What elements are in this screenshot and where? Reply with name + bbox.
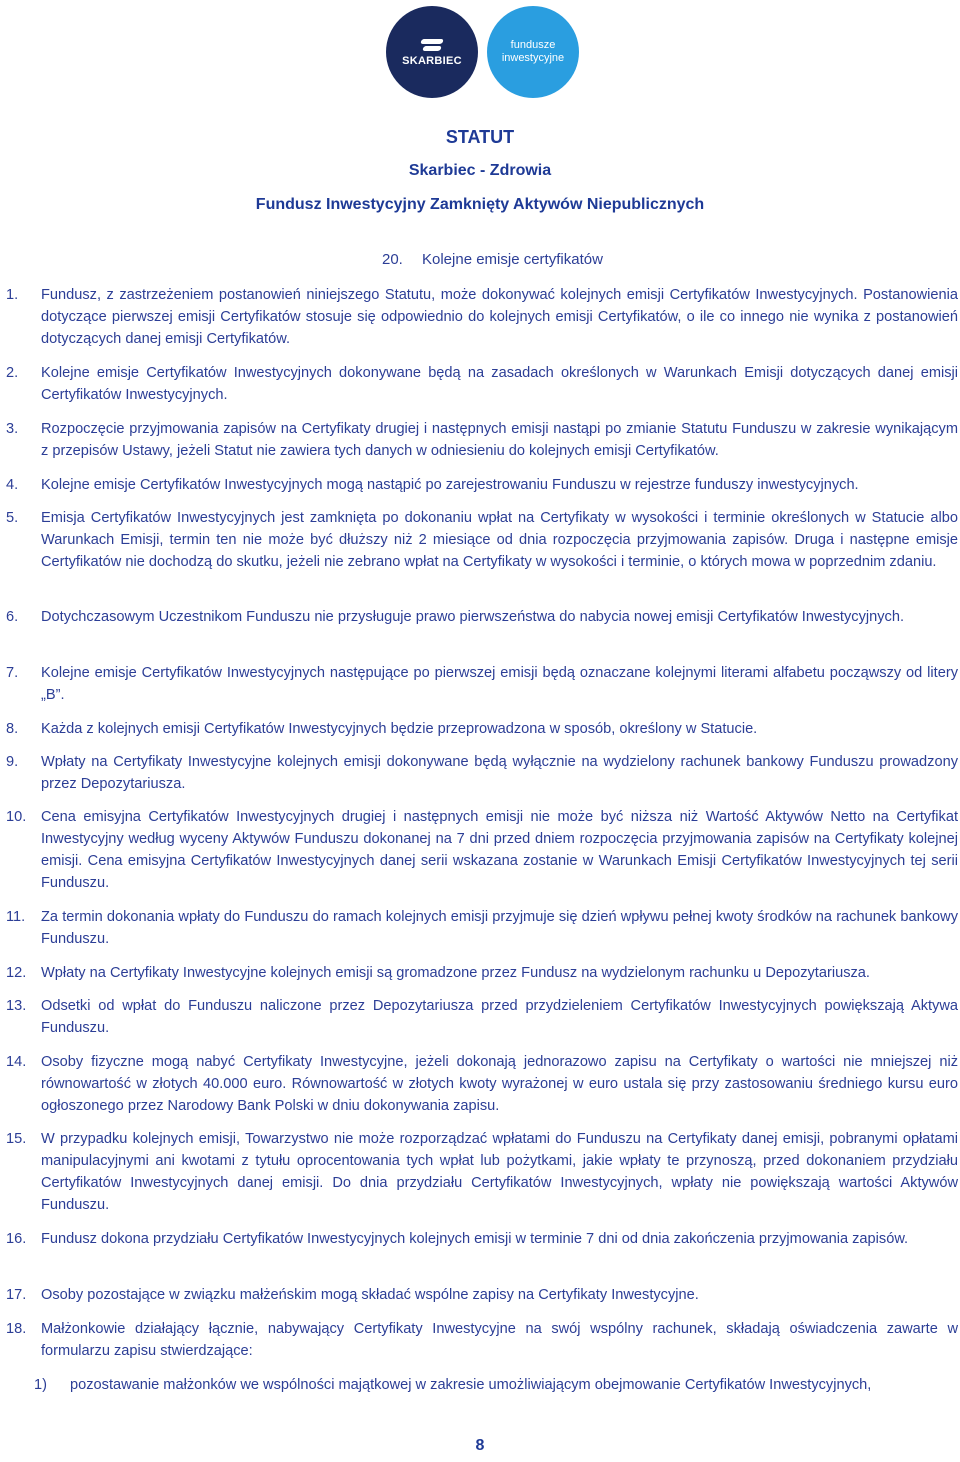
document-title: STATUT [445,127,515,147]
item-number: 15. [6,1131,27,1147]
logo-area [0,6,960,98]
item-text: Za termin dokonania wpłaty do Funduszu do ramach kolejnych emisji przyjmuje się dzień wpływu pełnej kwoty środków na rachunek bankowy Funduszu. [41,909,958,947]
list-item [6,418,958,462]
fundusze-logo-line2: inwestycyjne [501,52,565,64]
skarbiec-mark-icon [421,38,443,52]
sub-list-item [34,1374,954,1396]
list-item [6,606,958,628]
list-item [6,507,958,573]
list-item [6,806,958,894]
item-number: 6. [6,609,19,625]
item-text: Kolejne emisje Certyfikatów Inwestycyjnych mogą nastąpić po zarejestrowaniu Funduszu w rejestrze funduszy inwestycyjnych. [41,477,859,493]
list-item [6,751,958,795]
item-number: 18. [6,1321,27,1337]
list-item [6,1128,958,1216]
item-text: Emisja Certyfikatów Inwestycyjnych jest zamknięta po dokonaniu wpłat na Certyfikaty w wysokości i terminie określonych w Statucie albo Warunkach Emisji, termin ten nie może być dłuższy niż 2 miesiące od dnia rozpoczęcia przyjmowania zapisów. Druga i następne emisje Certyfikatów nie dochodzą do skutku, jeżeli nie zebrano wpłat na Certyfikaty w wysokości i terminie, o których mowa w poprzednim zdaniu. [41,510,958,570]
item-number: 17. [6,1287,27,1303]
item-number: 11. [6,909,26,925]
item-text: Cena emisyjna Certyfikatów Inwestycyjnych drugiej i następnych emisji nie może być niższa niż Wartość Aktywów Netto na Certyfikat Inwestycyjny według wyceny Aktywów Funduszu dokonanej na 7 dni przed dniem rozpoczęcia przyjmowania zapisów na Certyfikaty kolejnej emisji. Cena emisyjna Certyfikatów Inwestycyjnych danej serii wskazana zostanie w Warunkach Emisji Certyfikatów Inwestycyjnych tej serii Funduszu. [41,809,958,891]
item-number: 4. [6,477,19,493]
item-number: 16. [6,1231,27,1247]
list-item [6,1318,958,1362]
item-text: W przypadku kolejnych emisji, Towarzystwo nie może rozporządzać wpłatami do Funduszu na Certyfikaty danej emisji, pobranymi opłatami manipulacyjnymi ani kwotami z tytułu oprocentowania tych wpłat lub pożytkami, jakie wpłaty te przynoszą, przed dokonaniem przydziału Certyfikatów Inwestycyjnych danej emisji. Do dnia przydziału Certyfikatów Inwestycyjnych, wpłaty nie powiększają wartości Aktywów Funduszu. [41,1131,958,1213]
fund-full-name: Fundusz Inwestycyjny Zamknięty Aktywów Niepublicznych [255,196,705,213]
section-number: 20. [382,251,403,268]
page-number: 8 [475,1437,485,1454]
item-text: Każda z kolejnych emisji Certyfikatów Inwestycyjnych będzie przeprowadzona w sposób, określony w Statucie. [41,721,758,737]
item-text: Małżonkowie działający łącznie, nabywający Certyfikaty Inwestycyjne na swój wspólny rachunek, składają oświadczenia zawarte w formularzu zapisu stwierdzające: [41,1321,958,1359]
item-number: 5. [6,510,19,526]
item-text: Kolejne emisje Certyfikatów Inwestycyjnych dokonywane będą na zasadach określonych w Warunkach Emisji dotyczących danej emisji Certyfikatów Inwestycyjnych. [41,365,958,403]
item-number: 1. [6,287,19,303]
fundusze-logo [487,6,579,98]
fund-name: Skarbiec - Zdrowia [408,162,552,179]
skarbiec-logo-text: SKARBIEC [402,54,462,67]
fundusze-logo-line1: fundusze [510,39,556,51]
list-item [6,718,958,740]
list-item [6,995,958,1039]
item-number: 9. [6,754,19,770]
item-number: 2. [6,365,19,381]
item-text: Odsetki od wpłat do Funduszu naliczone przez Depozytariusza przed przydzieleniem Certyfikatów Inwestycyjnych powiększają Aktywa Funduszu. [41,998,958,1036]
list-item [6,906,958,950]
item-text: Fundusz dokona przydziału Certyfikatów Inwestycyjnych kolejnych emisji w terminie 7 dni od dnia zakończenia przyjmowania zapisów. [41,1231,909,1247]
list-item [6,1051,958,1117]
list-item [6,1284,958,1306]
section-title-text: Kolejne emisje certyfikatów [422,251,603,268]
list-item [6,662,958,706]
item-number: 3. [6,421,19,437]
list-item [6,362,958,406]
item-text: Kolejne emisje Certyfikatów Inwestycyjnych następujące po pierwszej emisji będą oznaczane kolejnymi literami alfabetu począwszy od litery „B”. [41,665,958,703]
list-item [6,1228,958,1250]
list-item [6,962,958,984]
item-number: 10. [6,809,27,825]
skarbiec-logo [386,6,478,98]
item-number: 13. [6,998,27,1014]
item-text: Osoby pozostające w związku małżeńskim mogą składać wspólne zapisy na Certyfikaty Inwestycyjne. [41,1287,699,1303]
item-text: Osoby fizyczne mogą nabyć Certyfikaty Inwestycyjne, jeżeli dokonają jednorazowo zapisu na Certyfikaty o wartości nie mniejszej niż równowartość w złotych 40.000 euro. Równowartość w złotych kwoty wyrażonej w euro ustala się przy zastosowaniu średniego kursu euro ogłoszonego przez Narodowy Bank Polski w dniu dokonywania zapisu. [41,1054,958,1114]
item-text: Fundusz, z zastrzeżeniem postanowień niniejszego Statutu, może dokonywać kolejnych emisji Certyfikatów Inwestycyjnych. Postanowienia dotyczące pierwszej emisji Certyfikatów stosuje się odpowiednio do kolejnych emisji Certyfikatów, o ile co innego nie wynika z postanowień dotyczących danej emisji Certyfikatów. [41,287,958,347]
list-item [6,474,958,496]
item-text: Rozpoczęcie przyjmowania zapisów na Certyfikaty drugiej i następnych emisji nastąpi po zmianie Statutu Funduszu w zakresie wynikającym z przepisów Ustawy, jeżeli Statut nie zawiera tych danych w odniesieniu do kolejnych emisji Certyfikatów. [41,421,958,459]
item-number: 12. [6,965,27,981]
list-item [6,284,958,350]
item-text: Wpłaty na Certyfikaty Inwestycyjne kolejnych emisji dokonywane będą wyłącznie na wydzielony rachunek bankowy Funduszu prowadzony przez Depozytariusza. [41,754,958,792]
item-number: 8. [6,721,19,737]
item-number: 14. [6,1054,27,1070]
item-text: Wpłaty na Certyfikaty Inwestycyjne kolejnych emisji są gromadzone przez Fundusz na wydzielonym rachunku u Depozytariusza. [41,965,870,981]
sub-item-text: pozostawanie małżonków we wspólności majątkowej w zakresie umożliwiającym obejmowanie Certyfikatów Inwestycyjnych, [70,1377,872,1393]
item-number: 7. [6,665,19,681]
section-title [382,251,603,268]
item-text: Dotychczasowym Uczestnikom Funduszu nie przysługuje prawo pierwszeństwa do nabycia nowej emisji Certyfikatów Inwestycyjnych. [41,609,904,625]
sub-item-number: 1) [34,1377,47,1393]
